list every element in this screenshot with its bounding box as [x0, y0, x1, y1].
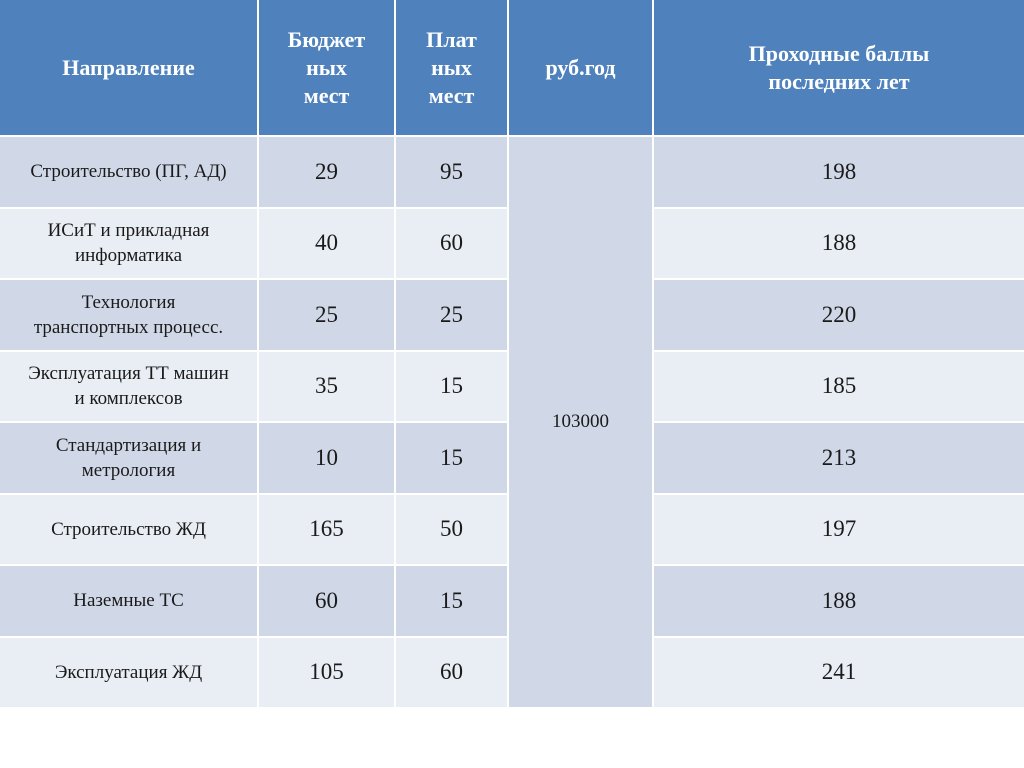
- direction-cell: Строительство ЖД: [0, 494, 258, 566]
- header-paid-places: Плат ных мест: [395, 0, 508, 136]
- header-budget-places: Бюджет ных мест: [258, 0, 395, 136]
- price-cell: 103000: [508, 136, 653, 708]
- direction-cell: Стандартизация и метрология: [0, 422, 258, 494]
- direction-cell: Эксплуатация ТТ машин и комплексов: [0, 351, 258, 423]
- score-cell: 220: [653, 279, 1024, 351]
- budget-cell: 25: [258, 279, 395, 351]
- paid-cell: 60: [395, 637, 508, 709]
- budget-cell: 10: [258, 422, 395, 494]
- direction-cell: ИСиТ и прикладная информатика: [0, 208, 258, 280]
- header-passing-scores: Проходные баллы последних лет: [653, 0, 1024, 136]
- direction-cell: Эксплуатация ЖД: [0, 637, 258, 709]
- budget-cell: 35: [258, 351, 395, 423]
- paid-cell: 15: [395, 422, 508, 494]
- paid-cell: 25: [395, 279, 508, 351]
- header-price-per-year: руб.год: [508, 0, 653, 136]
- score-cell: 185: [653, 351, 1024, 423]
- score-cell: 198: [653, 136, 1024, 208]
- budget-cell: 40: [258, 208, 395, 280]
- direction-cell: Технология транспортных процесс.: [0, 279, 258, 351]
- score-cell: 197: [653, 494, 1024, 566]
- budget-cell: 60: [258, 565, 395, 637]
- table-row: [0, 136, 1024, 208]
- header-row: [0, 0, 1024, 136]
- header-direction: Направление: [0, 0, 258, 136]
- paid-cell: 95: [395, 136, 508, 208]
- paid-cell: 15: [395, 565, 508, 637]
- budget-cell: 29: [258, 136, 395, 208]
- budget-cell: 165: [258, 494, 395, 566]
- paid-cell: 15: [395, 351, 508, 423]
- paid-cell: 60: [395, 208, 508, 280]
- score-cell: 241: [653, 637, 1024, 709]
- score-cell: 188: [653, 208, 1024, 280]
- direction-cell: Строительство (ПГ, АД): [0, 136, 258, 208]
- budget-cell: 105: [258, 637, 395, 709]
- score-cell: 213: [653, 422, 1024, 494]
- paid-cell: 50: [395, 494, 508, 566]
- direction-cell: Наземные ТС: [0, 565, 258, 637]
- score-cell: 188: [653, 565, 1024, 637]
